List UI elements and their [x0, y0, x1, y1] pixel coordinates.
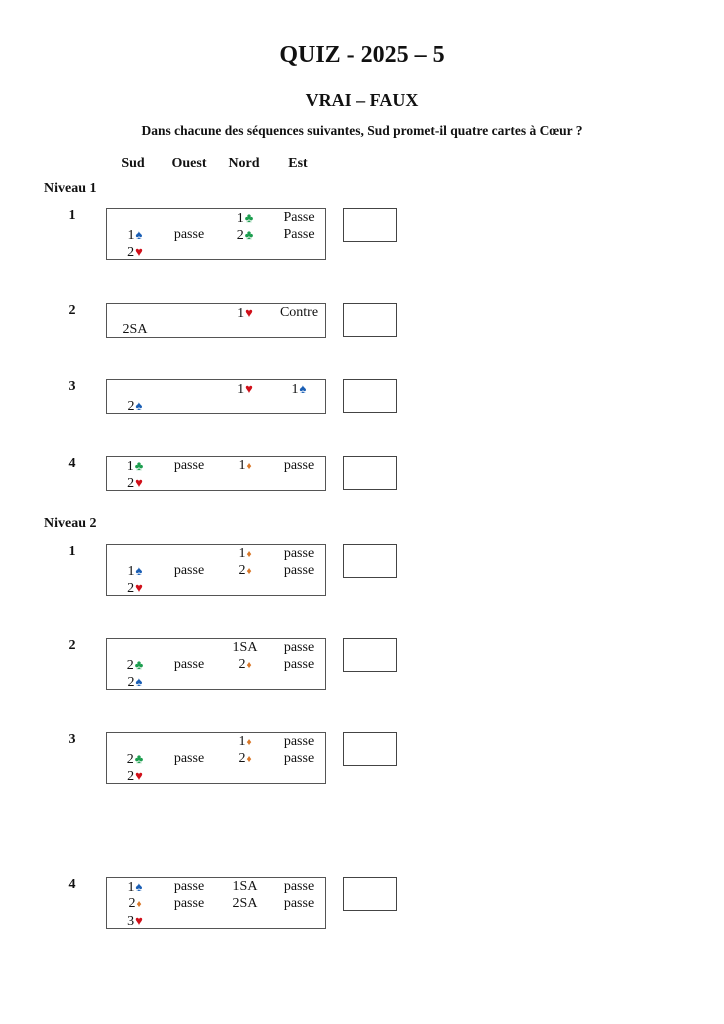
bid-sud — [105, 750, 165, 767]
answer-box[interactable] — [343, 379, 397, 413]
heart-icon: ♥ — [245, 381, 253, 396]
column-header-ouest: Ouest — [171, 156, 207, 171]
spade-icon: ♠ — [135, 674, 143, 689]
bidding-sequence — [106, 877, 326, 929]
answer-box[interactable] — [343, 638, 397, 672]
bid-est — [269, 380, 329, 397]
bid-nord — [215, 380, 275, 397]
bid-nord — [215, 226, 275, 243]
column-header-nord: Nord — [228, 156, 260, 171]
bid-est: Contre — [279, 305, 319, 320]
bid-est: passe — [283, 657, 315, 672]
bid-ouest: passe — [173, 458, 205, 473]
heart-icon: ♥ — [245, 305, 253, 320]
bid-level: 2 — [128, 896, 136, 911]
bid-level: 1 — [237, 382, 245, 397]
bid-est: Passe — [283, 227, 315, 242]
answer-box[interactable] — [343, 732, 397, 766]
bid-est: Passe — [283, 210, 315, 225]
heart-icon: ♥ — [135, 475, 143, 490]
bid-nord — [215, 304, 275, 321]
bid-ouest: passe — [173, 227, 205, 242]
bid-sud — [105, 457, 165, 474]
heart-icon: ♥ — [135, 768, 143, 783]
bid-sud — [105, 579, 165, 596]
bid-nord: 1SA — [232, 879, 258, 894]
diamond-icon: ♦ — [136, 899, 142, 910]
bid-sud — [105, 767, 165, 784]
question-number: 2 — [68, 303, 76, 318]
bid-level: 1 — [236, 211, 244, 226]
bid-level: 2 — [238, 751, 246, 766]
bid-level: 2 — [127, 675, 135, 690]
quiz-subtitle: VRAI – FAUX — [305, 90, 419, 110]
heart-icon: ♥ — [135, 580, 143, 595]
bid-est: passe — [283, 879, 315, 894]
bidding-sequence — [106, 732, 326, 784]
bid-sud — [105, 895, 165, 912]
bid-sud — [105, 656, 165, 673]
quiz-title: QUIZ - 2025 – 5 — [279, 42, 445, 68]
bid-level: 2 — [126, 752, 134, 767]
bid-level: 2 — [238, 657, 246, 672]
quiz-question: Dans chacune des séquences suivantes, Sud promet-il quatre cartes à Cœur ? — [141, 123, 583, 138]
bid-sud — [105, 673, 165, 690]
club-icon: ♣ — [134, 657, 144, 672]
diamond-icon: ♦ — [246, 566, 252, 577]
spade-icon: ♠ — [135, 227, 143, 242]
question-number: 1 — [68, 208, 76, 223]
bidding-sequence — [106, 303, 326, 338]
bidding-sequence — [106, 544, 326, 596]
bid-est: passe — [283, 896, 315, 911]
bidding-sequence — [106, 456, 326, 491]
bid-est: passe — [283, 751, 315, 766]
question-number: 2 — [68, 638, 76, 653]
bid-nord: 2SA — [232, 896, 258, 911]
spade-icon: ♠ — [135, 398, 143, 413]
diamond-icon: ♦ — [246, 754, 252, 765]
bid-level: 1 — [237, 306, 245, 321]
question-number: 3 — [68, 732, 76, 747]
question-number: 3 — [68, 379, 76, 394]
bid-nord — [215, 209, 275, 226]
question-number: 1 — [68, 544, 76, 559]
question-number: 4 — [68, 877, 76, 892]
bid-level: 1 — [291, 382, 299, 397]
club-icon: ♣ — [134, 751, 144, 766]
answer-box[interactable] — [343, 456, 397, 490]
column-header-est: Est — [288, 156, 308, 171]
bidding-sequence — [106, 208, 326, 260]
bid-nord — [215, 545, 275, 562]
answer-box[interactable] — [343, 877, 397, 911]
level-heading: Niveau 1 — [44, 181, 97, 196]
bid-sud — [105, 243, 165, 260]
bid-level: 2 — [236, 228, 244, 243]
bid-sud — [105, 878, 165, 895]
bid-ouest: passe — [173, 896, 205, 911]
bid-est: passe — [283, 734, 315, 749]
spade-icon: ♠ — [299, 381, 307, 396]
bid-ouest: passe — [173, 657, 205, 672]
spade-icon: ♠ — [135, 879, 143, 894]
bid-level: 1 — [238, 546, 246, 561]
bid-level: 1 — [126, 459, 134, 474]
diamond-icon: ♦ — [246, 549, 252, 560]
bid-nord: 1SA — [232, 640, 258, 655]
bid-level: 2 — [127, 769, 135, 784]
column-header-sud: Sud — [121, 156, 145, 171]
bidding-sequence — [106, 379, 326, 414]
bid-nord — [215, 562, 275, 579]
bid-nord — [215, 656, 275, 673]
bid-level: 1 — [238, 734, 246, 749]
question-number: 4 — [68, 456, 76, 471]
bid-level: 1 — [127, 564, 135, 579]
bid-level: 2 — [127, 581, 135, 596]
bid-est: passe — [283, 640, 315, 655]
bid-sud — [105, 474, 165, 491]
bid-sud: 2SA — [122, 322, 148, 337]
bid-sud — [105, 562, 165, 579]
answer-box[interactable] — [343, 544, 397, 578]
bid-level: 3 — [127, 914, 135, 929]
diamond-icon: ♦ — [246, 660, 252, 671]
bidding-sequence — [106, 638, 326, 690]
bid-ouest: passe — [173, 879, 205, 894]
level-heading: Niveau 2 — [44, 516, 97, 531]
bid-nord — [215, 733, 275, 750]
bid-level: 1 — [238, 458, 246, 473]
bid-level: 1 — [127, 880, 135, 895]
answer-box[interactable] — [343, 303, 397, 337]
bid-ouest: passe — [173, 751, 205, 766]
bid-ouest: passe — [173, 563, 205, 578]
diamond-icon: ♦ — [246, 737, 252, 748]
club-icon: ♣ — [244, 210, 254, 225]
bid-level: 2 — [127, 399, 135, 414]
bid-level: 2 — [127, 476, 135, 491]
bid-sud — [105, 397, 165, 414]
bid-level: 2 — [127, 245, 135, 260]
bid-level: 2 — [126, 658, 134, 673]
bid-sud — [105, 912, 165, 929]
bid-est: passe — [283, 458, 315, 473]
club-icon: ♣ — [134, 458, 144, 473]
club-icon: ♣ — [244, 227, 254, 242]
bid-nord — [215, 750, 275, 767]
heart-icon: ♥ — [135, 913, 143, 928]
bid-level: 1 — [127, 228, 135, 243]
bid-nord — [215, 457, 275, 474]
diamond-icon: ♦ — [246, 461, 252, 472]
heart-icon: ♥ — [135, 244, 143, 259]
bid-sud — [105, 226, 165, 243]
bid-est: passe — [283, 563, 315, 578]
spade-icon: ♠ — [135, 563, 143, 578]
answer-box[interactable] — [343, 208, 397, 242]
bid-est: passe — [283, 546, 315, 561]
bid-level: 2 — [238, 563, 246, 578]
